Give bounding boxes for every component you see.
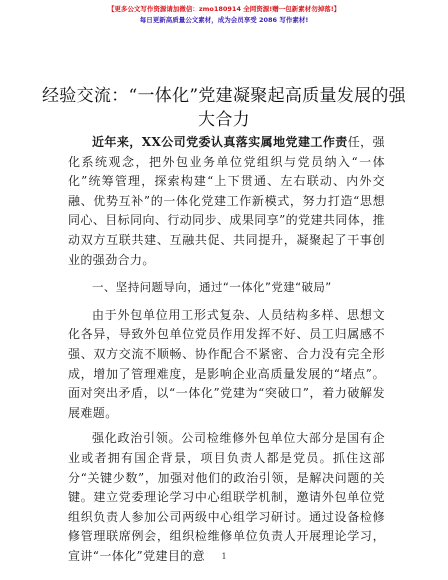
promo-banner-line2: 每日更新高质量公文素材，成为会员享受 2086 写作素材! <box>139 16 309 24</box>
page-number: 1 <box>221 552 227 561</box>
section-heading: 一、坚持问题导向，通过“一体化”党建“破局” <box>92 280 332 295</box>
promo-banner-line1: 【更多公文写作资源请加微信：zmo180914 全网资源!赠一包新素材勿掉落!】 <box>107 5 341 13</box>
promo-banner <box>0 4 448 26</box>
body-paragraph-1: 由于外包单位用工形式复杂、人员结构多样、思想文化各异，导致外包单位党员作用发挥不好、员工归属感不强、双方交流不顺畅、协作配合不紧密、合力没有完全形成，增加了管理难度，是影响企业高质量发展的“堵点”。面对突出矛盾，以“一体化”党建为“突破口”，着力破解发展难题。 <box>68 307 385 420</box>
document-title: 经验交流：“一体化”党建凝聚起高质量发展的强大合力 <box>42 86 406 130</box>
intro-bold-lead: 近年来，XX公司党委认真落实属地党建工作责 <box>92 135 348 149</box>
intro-text: 任，强化系统观念，把外包业务单位党组织与党员纳入“一体化”统筹管理，探索构建“上下贯通、左右联动、内外交融、优势互补”的一体化党建工作新模式，努力打造“思想同心、目标同向、行动同步、成果同享”的党建共同体，推动双方互联共建、互融共促、共同提升，凝聚起了干事创业的强劲合力。 <box>68 135 385 267</box>
intro-paragraph <box>68 133 385 270</box>
body-paragraph-2: 强化政治引领。公司检维修外包单位大部分是国有企业或者拥有国企背景，项目负责人都是党员。抓住这部分“关键少数”，加强对他们的政治引领，是解决问题的关键。建立党委理论学习中心组联学机制，邀请外包单位党组织负责人参加公司两级中心组学习研讨。通过设备检修修管理联席例会，组织检维修单位负责人开展理论学习，宣讲“一体化”党建目的意 <box>68 431 385 563</box>
document-body <box>68 133 385 566</box>
